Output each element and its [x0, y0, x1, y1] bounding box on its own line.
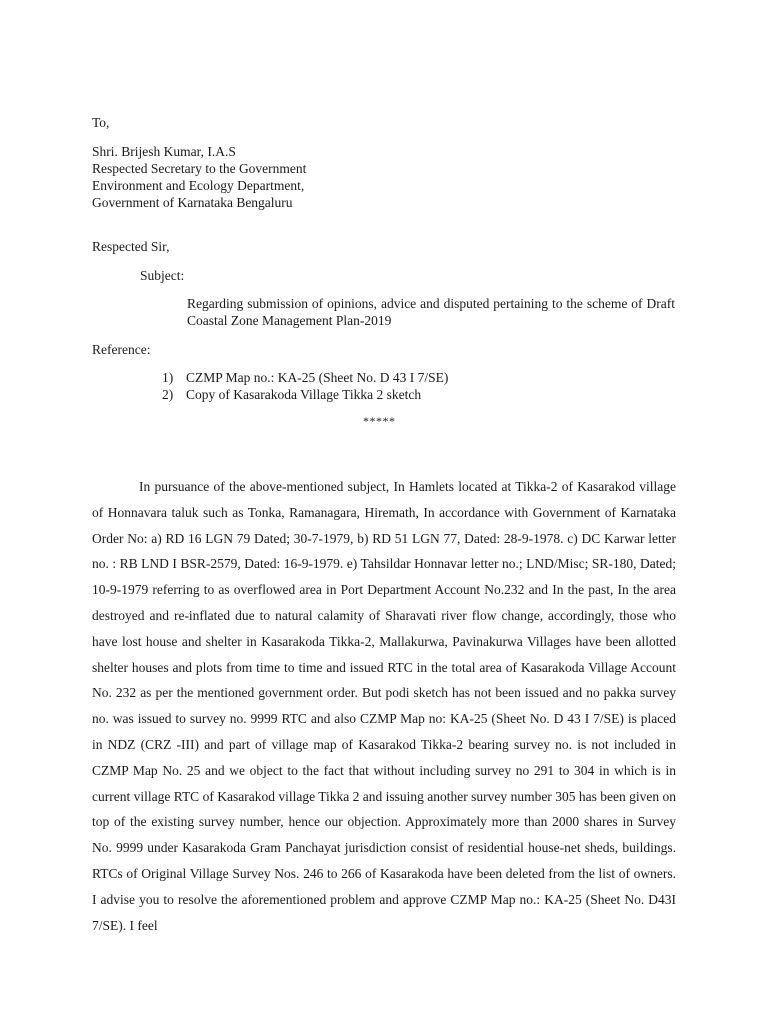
reference-item-number: 2)	[162, 387, 174, 402]
subject-text: Regarding submission of opinions, advice and disputed pertaining to the scheme of Draft Coastal Zone Management Plan-2019	[187, 296, 675, 328]
body-paragraph: In pursuance of the above-mentioned subject, In Hamlets located at Tikka-2 of Kasarakod village of Honnavara taluk such as Tonka, Ramanagara, Hiremath, In accordance with Government of Karnataka Order No: a) RD 16 LGN 79 Dated; 30-7-1979, b) RD 51 LGN 77, Dated: 28-9-1978. c) DC Karwar letter no. : RB LND I BSR-2579, Dated: 16-9-1979. e) Tahsildar Honnavar letter no.; LND/Misc; SR-180, Dated; 10-9-1979 referring to as overflowed area in Port Department Account No.232 and In the past, In the area destroyed and re-inflated due to natural calamity of Sharavati river flow change, accordingly, those who have lost house and shelter in Kasarakoda Tikka-2, Mallakurwa, Pavinakurwa Villages have been allotted shelter houses and plots from time to time and issued RTC in the total area of Kasarakoda Village Account No. 232 as per the mentioned government order. But podi sketch has not been issued and no pakka survey no. was issued to survey no. 9999 RTC and also CZMP Map no: KA-25 (Sheet No. D 43 I 7/SE) is placed in NDZ (CRZ -III) and part of village map of Kasarakod Tikka-2 bearing survey no. is not included in CZMP Map No. 25 and we object to the fact that without including survey no 291 to 304 in which is in current village RTC of Kasarakod village Tikka 2 and issuing another survey number 305 has been given on top of the existing survey number, hence our objection. Approximately more than 2000 shares in Survey No. 9999 under Kasarakoda Gram Panchayat jurisdiction consist of residential house-net sheds, buildings. RTCs of Original Village Survey Nos. 246 to 266 of Kasarakoda have been deleted from the list of owners. I advise you to resolve the aforementioned problem and approve CZMP Map no.: KA-25 (Sheet No. D43I 7/SE). I feel	[92, 479, 676, 933]
reference-item	[162, 369, 448, 386]
section-separator: *****	[363, 414, 396, 428]
reference-list	[162, 369, 448, 403]
address-to: To,	[92, 115, 110, 130]
reference-item-text: CZMP Map no.: KA-25 (Sheet No. D 43 I 7/SE)	[186, 370, 449, 385]
reference-label: Reference:	[92, 342, 151, 357]
reference-item-number: 1)	[162, 370, 174, 385]
address-line-title: Respected Secretary to the Government	[92, 161, 307, 176]
salutation: Respected Sir,	[92, 239, 170, 254]
address-line-department: Environment and Ecology Department,	[92, 178, 305, 193]
reference-item-text: Copy of Kasarakoda Village Tikka 2 sketch	[186, 387, 422, 402]
address-line-name: Shri. Brijesh Kumar, I.A.S	[92, 144, 236, 159]
recipient-address	[92, 114, 306, 211]
subject-label: Subject:	[140, 268, 185, 283]
address-line-government: Government of Karnataka Bengaluru	[92, 195, 293, 210]
reference-item	[162, 386, 448, 403]
